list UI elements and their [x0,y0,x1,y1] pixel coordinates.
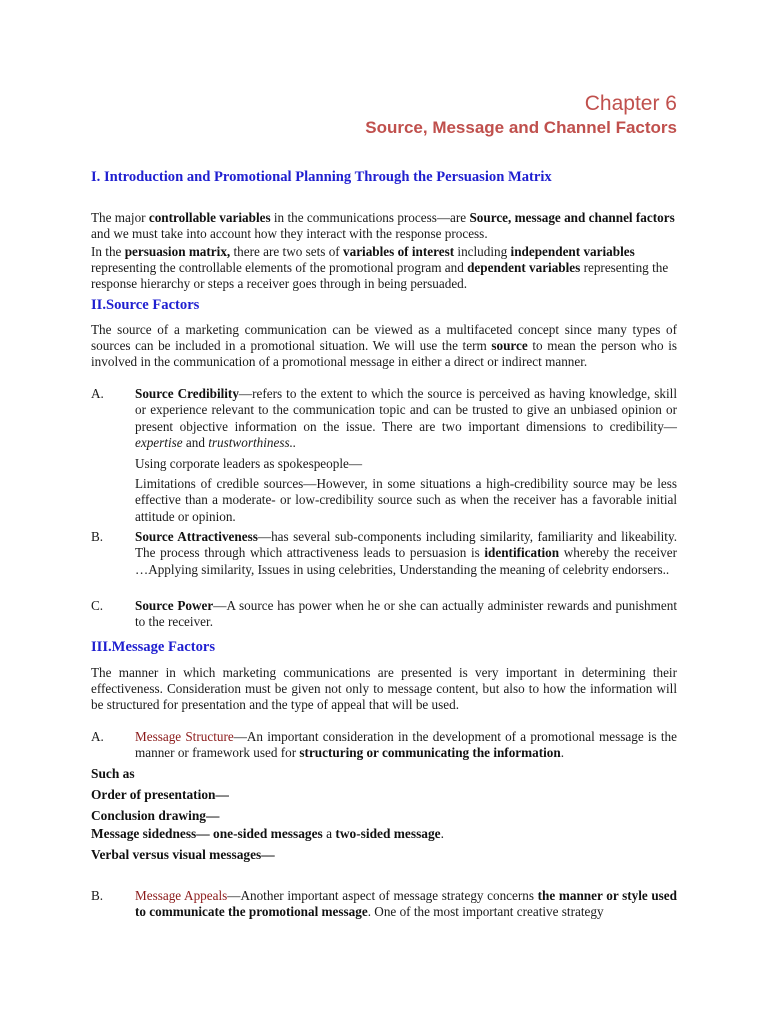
section-heading-introduction: I. Introduction and Promotional Planning Through the Persuasion Matrix [91,169,552,185]
intro-paragraph: The major controllable variables in the communications process—are Source, message and channel factors and we must take into account how they interact with the response process. [91,210,675,241]
corporate-leaders-note: Using corporate leaders as spokespeople— [135,456,363,471]
credible-sources-limitations: Limitations of credible sources—However, in some situations a high-credibility source may be less effective than a moderate- or low-credibility source such as when the receiver has a favorable initial attitude or opinion. [135,476,677,524]
list-letter-a: A. [91,386,104,401]
order-of-presentation: Order of presentation— [91,787,229,802]
conclusion-drawing: Conclusion drawing— [91,808,220,823]
section-heading-source-factors: II.Source Factors [91,297,200,313]
verbal-vs-visual: Verbal versus visual messages— [91,847,275,862]
chapter-number: Chapter 6 [584,92,677,115]
message-intro-paragraph: The manner in which marketing communications are presented is very important in determining their effectiveness. Consideration must be given not only to message content, but also to how the information will be structured for presentation and the type of appeal that will be used. [91,665,677,712]
section-heading-message-factors: III.Message Factors [91,639,216,655]
source-credibility-item: Source Credibility—refers to the extent to which the source is perceived as having knowledge, skill or experience relevant to the communication topic and can be trusted to give an unbiased opinion or present objective information on the issue. There are two important dimensions to credibility—expertise and trustworthiness.. [135,386,677,451]
source-intro-paragraph: The source of a marketing communication can be viewed as a multifaceted concept since many types of sources can be included in a promotional situation. We will use the term source to mean the person who is involved in the communication of a promotional message in either a direct or indirect manner. [91,322,677,369]
source-power-item: Source Power—A source has power when he or she can actually administer rewards and punishment to the receiver. [135,598,677,630]
chapter-title: Source, Message and Channel Factors [365,118,677,137]
list-letter-a-message: A. [91,729,104,744]
persuasion-matrix-paragraph: In the persuasion matrix, there are two sets of variables of interest including independent variables representing the controllable elements of the promotional program and dependent variables representing the response hierarchy or steps a receiver goes through in being persuaded. [91,244,669,291]
message-structure-item: Message Structure—An important consideration in the development of a promotional message is the manner or framework used for structuring or communicating the information. [135,729,677,761]
list-letter-b: B. [91,529,104,544]
list-letter-c: C. [91,598,104,613]
source-attractiveness-item: Source Attractiveness—has several sub-components including similarity, familiarity and likeability. The process through which attractiveness leads to persuasion is identification whereby the receiver …Applying similarity, Issues in using celebrities, Understanding the meaning of celebrity endorsers.. [135,529,677,577]
message-appeals-item: Message Appeals—Another important aspect of message strategy concerns the manner or style used to communicate the promotional message. One of the most important creative strategy [135,888,677,920]
list-letter-b-message: B. [91,888,104,903]
such-as-label: Such as [91,766,135,781]
message-sidedness: Message sidedness— one-sided messages a two-sided message. [91,826,444,841]
